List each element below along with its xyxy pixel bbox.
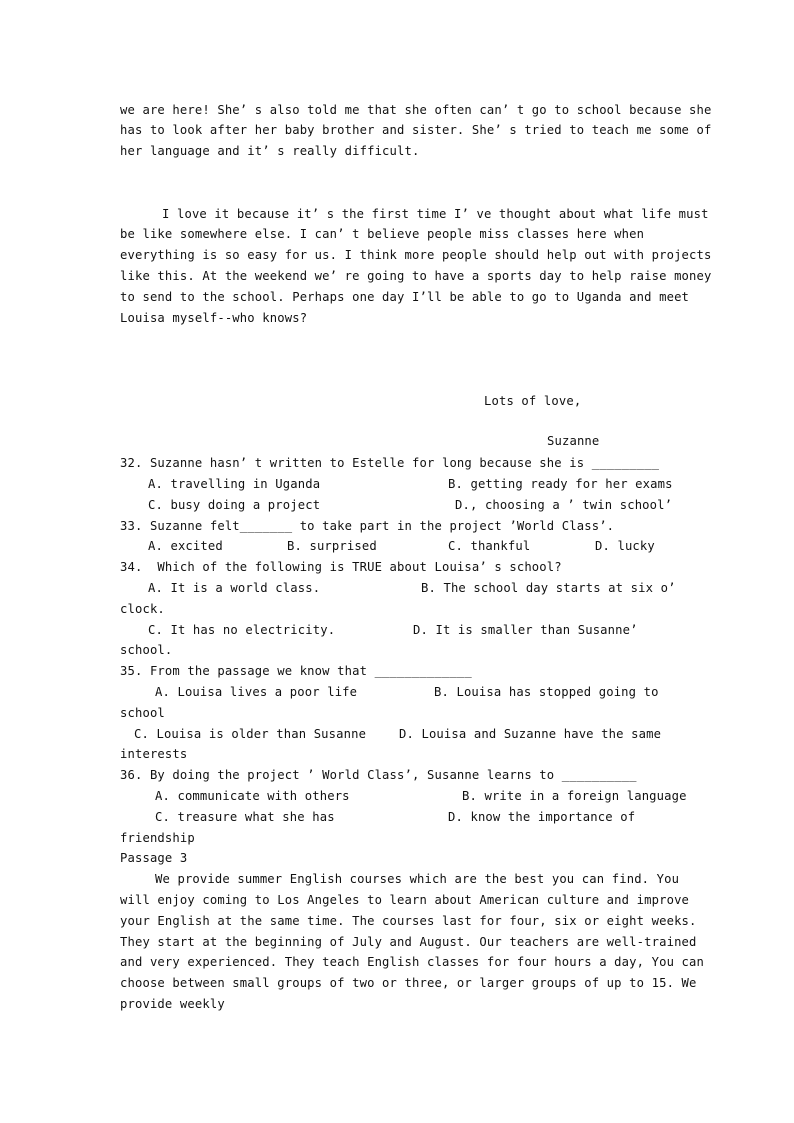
letter-para1-line-1: we are here! She’ s also told me that she often can’ t go to school because she	[120, 103, 712, 117]
letter-para2-line-5: to send to the school. Perhaps one day I’ll be able to go to Uganda and meet	[120, 290, 690, 304]
q36-option-d-wrap: friendship	[120, 831, 195, 845]
passage3-line-7: provide weekly	[120, 997, 225, 1011]
q32-option-b: B. getting ready for her exams	[448, 477, 673, 491]
letter-para2-line-4: like this. At the weekend we’ re going to have a sports day to help raise money	[120, 269, 712, 283]
q36-option-b: B. write in a foreign language	[462, 789, 687, 803]
q35-stem: 35. From the passage we know that _____________	[120, 664, 472, 678]
letter-para1-line-2: has to look after her baby brother and sister. She’ s tried to teach me some of	[120, 123, 712, 137]
q35-option-b-wrap: school	[120, 706, 165, 720]
q35-option-b: B. Louisa has stopped going to	[434, 685, 659, 699]
q34-option-d-wrap: school.	[120, 643, 173, 657]
q36-option-c: C. treasure what she has	[155, 810, 335, 824]
q32-option-d: D., choosing a ’ twin school’	[455, 498, 673, 512]
q36-stem: 36. By doing the project ’ World Class’, Susanne learns to __________	[120, 768, 637, 782]
passage3-line-5: and very experienced. They teach English classes for four hours a day, You can	[120, 955, 705, 969]
passage3-line-1: We provide summer English courses which are the best you can find. You	[155, 872, 680, 886]
q34-stem: 34. Which of the following is TRUE about Louisa’ s school?	[120, 560, 562, 574]
passage3-line-2: will enjoy coming to Los Angeles to learn about American culture and improve	[120, 893, 690, 907]
q34-option-c: C. It has no electricity.	[148, 623, 336, 637]
letter-closing: Lots of love,	[484, 394, 582, 408]
passage3-heading: Passage 3	[120, 851, 188, 865]
letter-para2-line-2: be like somewhere else. I can’ t believe people miss classes here when	[120, 227, 645, 241]
q33-option-a: A. excited	[148, 539, 223, 553]
q36-option-a: A. communicate with others	[155, 789, 350, 803]
q34-option-a: A. It is a world class.	[148, 581, 321, 595]
letter-para2-line-3: everything is so easy for us. I think more people should help out with projects	[120, 248, 712, 262]
q35-option-c: C. Louisa is older than Susanne	[134, 727, 367, 741]
passage3-line-4: They start at the beginning of July and August. Our teachers are well-trained	[120, 935, 697, 949]
q34-option-b: B. The school day starts at six o’	[421, 581, 676, 595]
q33-option-d: D. lucky	[595, 539, 655, 553]
q32-option-c: C. busy doing a project	[148, 498, 321, 512]
q33-stem: 33. Suzanne felt_______ to take part in the project ’World Class’.	[120, 519, 615, 533]
q33-option-c: C. thankful	[448, 539, 531, 553]
q35-option-d: D. Louisa and Suzanne have the same	[399, 727, 662, 741]
passage3-line-3: your English at the same time. The courses last for four, six or eight weeks.	[120, 914, 697, 928]
q32-stem: 32. Suzanne hasn’ t written to Estelle for long because she is _________	[120, 456, 660, 470]
passage3-line-6: choose between small groups of two or three, or larger groups of up to 15. We	[120, 976, 697, 990]
letter-para2-line-6: Louisa myself--who knows?	[120, 311, 308, 325]
letter-para2-line-1: I love it because it’ s the first time I’ ve thought about what life must	[162, 207, 709, 221]
q35-option-d-wrap: interests	[120, 747, 188, 761]
letter-signature: Suzanne	[547, 434, 600, 448]
q36-option-d: D. know the importance of	[448, 810, 636, 824]
q35-option-a: A. Louisa lives a poor life	[155, 685, 358, 699]
q32-option-a: A. travelling in Uganda	[148, 477, 321, 491]
q34-option-b-wrap: clock.	[120, 602, 165, 616]
letter-para1-line-3: her language and it’ s really difficult.	[120, 144, 420, 158]
q33-option-b: B. surprised	[287, 539, 377, 553]
q34-option-d: D. It is smaller than Susanne’	[413, 623, 638, 637]
